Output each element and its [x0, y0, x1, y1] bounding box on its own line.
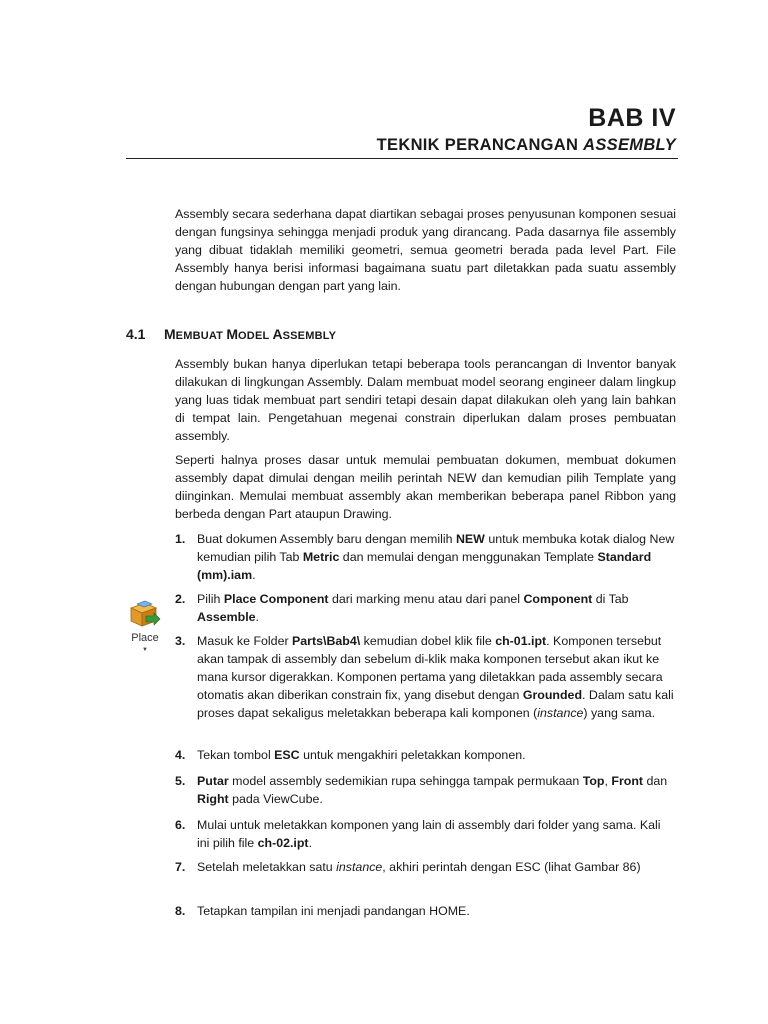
title-divider: [126, 158, 678, 159]
step-text-segment: ESC: [274, 748, 300, 762]
step-text-segment: Tekan tombol: [197, 748, 275, 762]
step-text-segment: instance: [336, 860, 383, 874]
step-text-segment: Metric: [302, 550, 340, 564]
step-text-segment: Tetapkan tampilan ini menjadi pandangan HOME.: [197, 904, 470, 918]
step-text-segment: Front: [611, 774, 644, 788]
step-text-segment: dari marking menu atau dari panel: [328, 592, 524, 606]
list-item: 8. Tetapkan tampilan ini menjadi pandangan HOME.: [175, 902, 676, 920]
step-text-segment: Component: [523, 592, 593, 606]
chapter-title: TEKNIK PERANCANGAN ASSEMBLY: [376, 136, 676, 154]
list-item: 6. Mulai untuk meletakkan komponen yang lain di assembly dari folder yang sama. Kali ini pilih file ch-02.ipt.: [175, 816, 676, 852]
step-text-segment: Pilih: [197, 592, 224, 606]
step-text: [197, 746, 676, 764]
intro-paragraph: Assembly secara sederhana dapat diartikan sebagai proses penyusunan komponen sesuai dengan fungsinya sehingga menjadi produk yang dirancang. Pada dasarnya file assembly yang dibuat tidaklah memiliki geometri, semua geometri berada pada level Part. File Assembly hanya berisi informasi bagaimana suatu part diletakkan pada suatu assembly dengan hubungan dengan part yang lain.: [175, 207, 676, 293]
step-text-segment: NEW: [455, 532, 485, 546]
list-item: 5. Putar model assembly sedemikian rupa sehingga tampak permukaan Top, Front dan Right pada ViewCube.: [175, 772, 676, 808]
step-text-segment: ch-01.ipt: [495, 634, 547, 648]
step-text-segment: Mulai untuk meletakkan komponen yang lain di assembly dari folder yang sama. Kali ini pilih file: [197, 818, 661, 850]
step-text-segment: dan memulai dengan menggunakan Template: [339, 550, 598, 564]
step-text-segment: .: [308, 836, 313, 850]
step-text-segment: Buat dokumen Assembly baru dengan memilih: [197, 532, 456, 546]
step-text-segment: ch-02.ipt: [257, 836, 309, 850]
step-text: [197, 590, 676, 626]
step-text-segment: Parts\Bab4\: [292, 634, 361, 648]
step-text-segment: Grounded: [522, 688, 583, 702]
step-text-segment: Setelah meletakkan satu: [197, 860, 337, 874]
list-item: 3. Masuk ke Folder Parts\Bab4\ kemudian dobel klik file ch-01.ipt. Komponen tersebut akan tampak di assembly dan sebelum di-klik maka komponen tersebut akan ikut ke mana kursor digerakkan. Komponen pertama yang diletakkan pada assembly secara otomatis akan diberikan constrain fix, yang disebut dengan Grounded. Dalam satu kali proses dapat sekaligus meletakkan beberapa kali komponen (instance) yang sama.: [175, 632, 676, 722]
step-text-segment: model assembly sedemikian rupa sehingga tampak permukaan: [228, 774, 583, 788]
dropdown-caret-icon: ▼: [142, 647, 148, 653]
step-text-segment: .: [252, 568, 256, 582]
step-text-segment: pada ViewCube.: [228, 792, 323, 806]
step-text-segment: Standard (mm).iam: [197, 550, 652, 582]
step-text-segment: Putar: [197, 774, 229, 788]
section-heading: 4.1 MEMBUAT MODEL ASSEMBLY: [126, 326, 337, 342]
step-text-segment: . Dalam satu kali proses dapat sekaligus meletakkan beberapa kali komponen (: [197, 688, 674, 720]
list-item: 7. Setelah meletakkan satu instance, akhiri perintah dengan ESC (lihat Gambar 86): [175, 858, 676, 876]
step-text-segment: dan: [643, 774, 668, 788]
step-text: [197, 772, 676, 808]
step-text-segment: kemudian dobel klik file: [360, 634, 496, 648]
place-component-icon: [123, 600, 167, 656]
step-text: [197, 632, 676, 722]
step-text: [197, 816, 676, 852]
step-text: [197, 858, 676, 876]
step-text-segment: di Tab: [592, 592, 629, 606]
step-text-segment: .: [255, 610, 259, 624]
step-text-segment: Masuk ke Folder: [197, 634, 293, 648]
paragraph-new-document: Seperti halnya proses dasar untuk memulai pembuatan dokumen, membuat dokumen assembly dapat dimulai dengan meilih perintah NEW dan kemudian pilih Template yang diinginkan. Memulai membuat assembly akan memberikan beberapa panel Ribbon yang berbeda dengan Part ataupun Drawing.: [175, 453, 676, 521]
list-item: 4. Tekan tombol ESC untuk mengakhiri peletakkan komponen.: [175, 746, 676, 764]
step-text-segment: ,: [604, 774, 612, 788]
step-text-segment: untuk membuka kotak dialog New kemudian pilih Tab: [197, 532, 675, 564]
step-text: [197, 902, 676, 920]
place-label: Place: [131, 632, 159, 644]
list-item: 1. Buat dokumen Assembly baru dengan memilih NEW untuk membuka kotak dialog New kemudian pilih Tab Metric dan memulai dengan menggunakan Template Standard (mm).iam.: [175, 532, 675, 582]
step-text-segment: untuk mengakhiri peletakkan komponen.: [299, 748, 526, 762]
step-text-segment: ) yang sama.: [583, 706, 656, 720]
step-text-segment: . Komponen tersebut akan tampak di assembly dan sebelum di-klik maka komponen tersebut akan ikut ke mana kursor digerakkan. Komponen pertama yang diletakkan pada assembly secara otomatis akan diberikan constrain fix, yang disebut dengan: [197, 634, 663, 702]
step-text-segment: Right: [197, 792, 229, 806]
step-text-segment: Assemble: [197, 610, 256, 624]
paragraph-assembly-tools: Assembly bukan hanya diperlukan tetapi beberapa tools perancangan di Inventor banyak dilakukan di lingkungan Assembly. Dalam membuat model seorang engineer dalam lingkup yang luas tidak membuat part sendiri tetapi desain dapat dilakukan oleh yang lain bahkan di tempat lain. Pengetahuan megenai constrain diperlukan dalam proses pembuatan assembly.: [175, 357, 676, 443]
step-text: [197, 530, 676, 584]
step-text-segment: Place Component: [223, 592, 329, 606]
step-text-segment: , akhiri perintah dengan ESC (lihat Gambar 86): [382, 860, 641, 874]
step-text-segment: Top: [582, 774, 605, 788]
list-item: 2. Pilih Place Component dari marking menu atau dari panel Component di Tab Assemble.: [175, 590, 676, 626]
step-text-segment: instance: [537, 706, 584, 720]
chapter-number: BAB IV: [588, 104, 676, 132]
place-icon-graphic: [123, 600, 167, 632]
